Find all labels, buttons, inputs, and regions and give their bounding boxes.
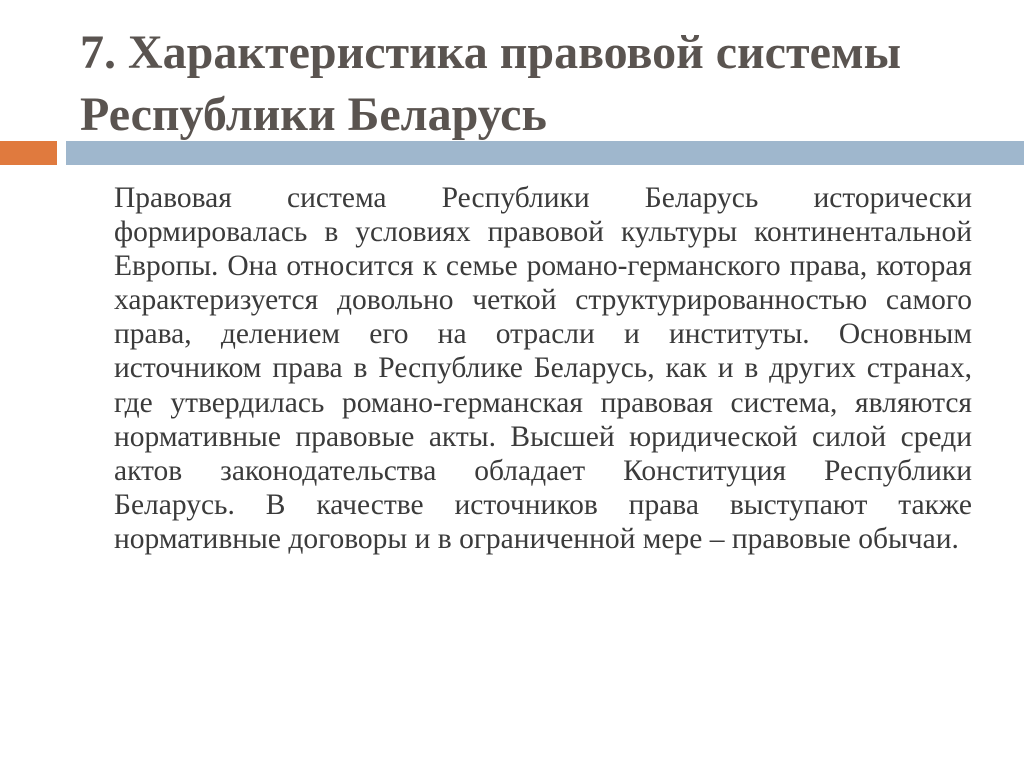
slide-title: 7. Характеристика правовой системы Республики Беларусь [80, 26, 902, 141]
divider-bar [66, 141, 1024, 165]
body-paragraph: Правовая система Республики Беларусь исторически формировалась в условиях правовой культуры континентальной Европы. Она относится к семье романо-германского права, которая характеризуется довольно четкой структурированностью самого права, делением его на отрасли и институты. Основным источником права в Республике Беларусь, как и в других странах, где утвердилась романо-германская правовая система, являются нормативные правовые акты. Высшей юридической силой среди актов законодательства обладает Конституция Республики Беларусь. В качестве источников права выступают также нормативные договоры и в ограниченной мере – правовые обычаи. [114, 182, 972, 555]
accent-bar [0, 141, 57, 165]
